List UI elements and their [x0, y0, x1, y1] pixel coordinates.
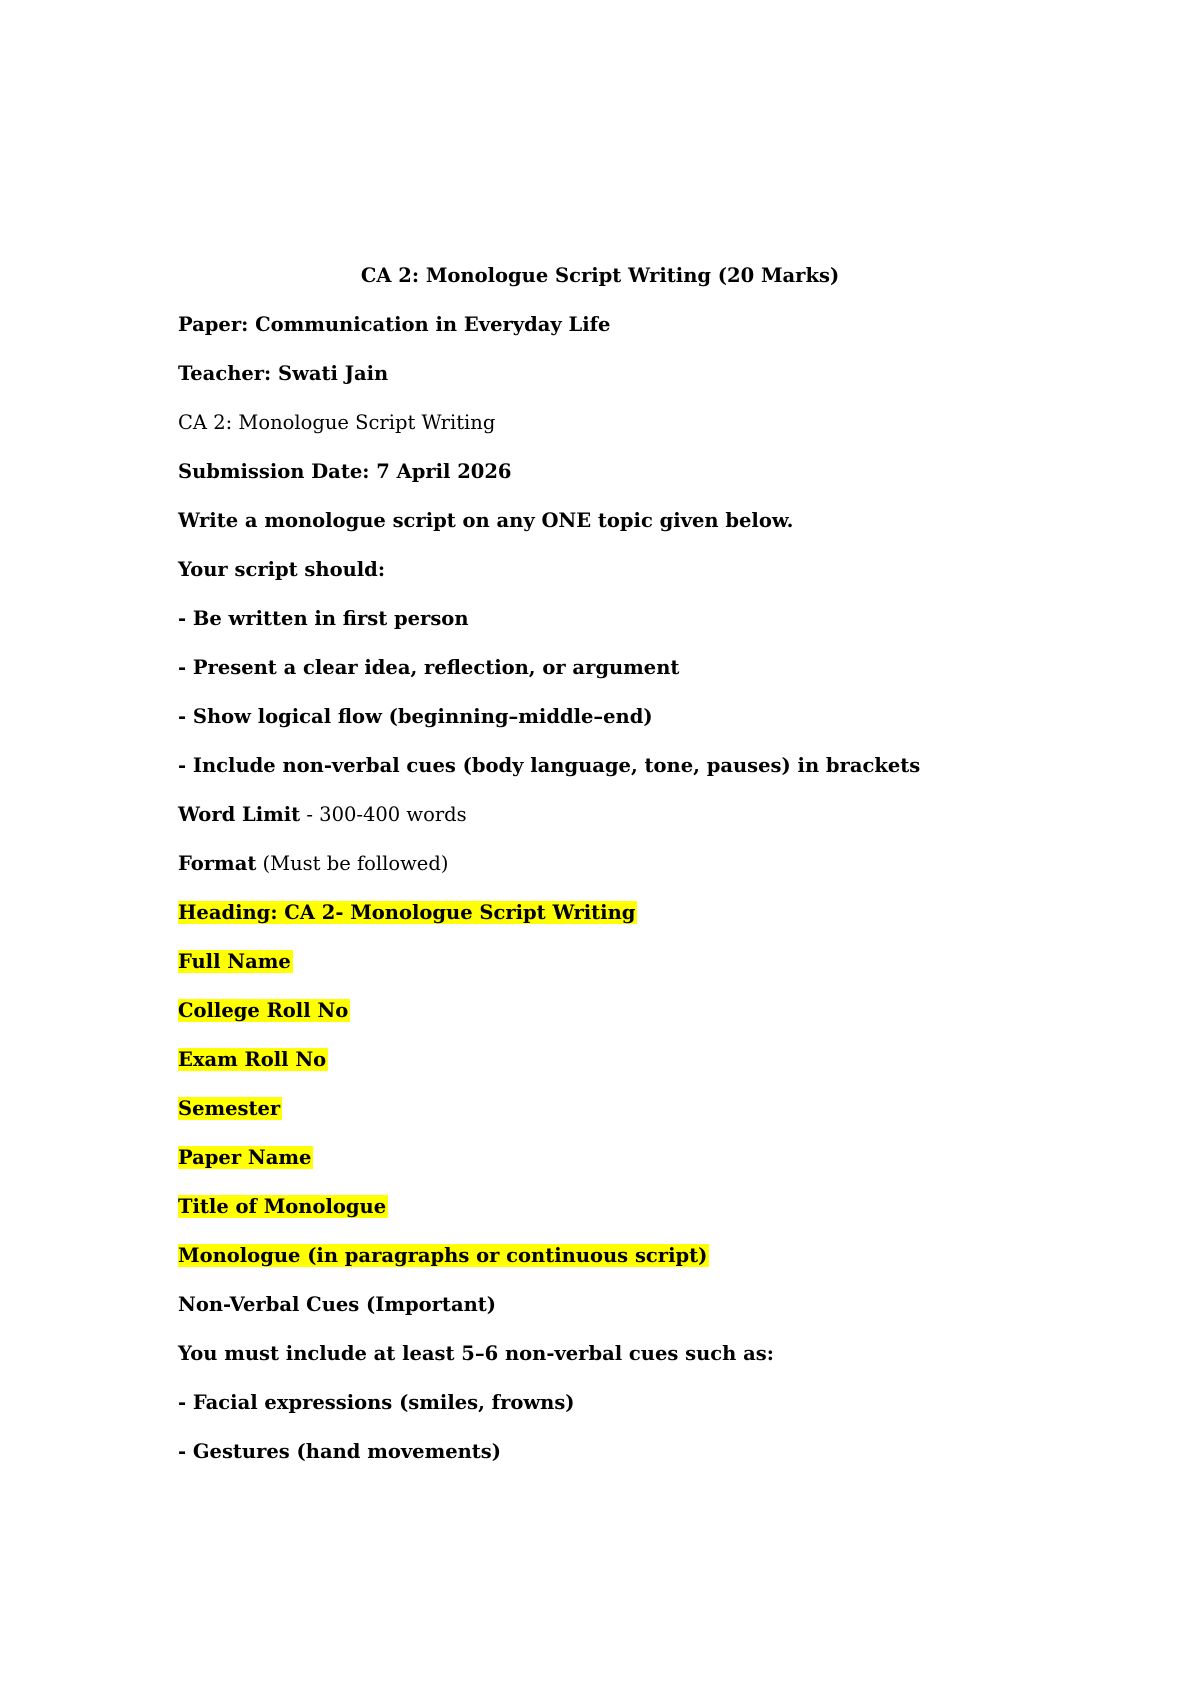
word-limit-line — [178, 803, 467, 827]
script-should-line: Your script should: — [178, 558, 386, 581]
highlighted-text: Paper Name — [178, 1146, 312, 1169]
format-field — [178, 901, 637, 925]
format-note: (Must be followed) — [256, 852, 449, 875]
requirement-item: - Be written in first person — [178, 607, 469, 630]
format-field — [178, 950, 293, 974]
format-field — [178, 1146, 313, 1170]
format-field — [178, 1097, 282, 1121]
requirement-item: - Show logical flow (beginning–middle–end) — [178, 705, 653, 728]
document-title: CA 2: Monologue Script Writing (20 Marks) — [360, 264, 840, 287]
highlighted-text: Heading: CA 2- Monologue Script Writing — [178, 901, 636, 924]
requirement-item: - Include non-verbal cues (body language, tone, pauses) in brackets — [178, 754, 921, 777]
nonverbal-example: - Gestures (hand movements) — [178, 1440, 501, 1463]
highlighted-text: Title of Monologue — [178, 1195, 387, 1218]
requirement-item: - Present a clear idea, reflection, or argument — [178, 656, 680, 679]
highlighted-text: Exam Roll No — [178, 1048, 327, 1071]
nonverbal-example: - Facial expressions (smiles, frowns) — [178, 1391, 575, 1414]
format-line — [178, 852, 448, 876]
format-field — [178, 999, 350, 1023]
format-label: Format — [178, 852, 257, 875]
word-limit-label: Word Limit — [178, 803, 301, 826]
ca-label-line: CA 2: Monologue Script Writing — [178, 411, 496, 434]
highlighted-text: College Roll No — [178, 999, 349, 1022]
instruction-line: Write a monologue script on any ONE topic given below. — [178, 509, 794, 532]
paper-line: Paper: Communication in Everyday Life — [178, 313, 611, 336]
submission-date-line: Submission Date: 7 April 2026 — [178, 460, 512, 483]
nonverbal-heading: Non-Verbal Cues (Important) — [178, 1293, 496, 1316]
highlighted-text: Semester — [178, 1097, 281, 1120]
nonverbal-instruction: You must include at least 5–6 non-verbal cues such as: — [178, 1342, 774, 1365]
format-field — [178, 1195, 388, 1219]
format-field — [178, 1244, 709, 1268]
word-limit-value: - 300-400 words — [300, 803, 467, 826]
format-field — [178, 1048, 328, 1072]
highlighted-text: Full Name — [178, 950, 291, 973]
teacher-line: Teacher: Swati Jain — [178, 362, 389, 385]
highlighted-text: Monologue (in paragraphs or continuous script) — [178, 1244, 708, 1267]
